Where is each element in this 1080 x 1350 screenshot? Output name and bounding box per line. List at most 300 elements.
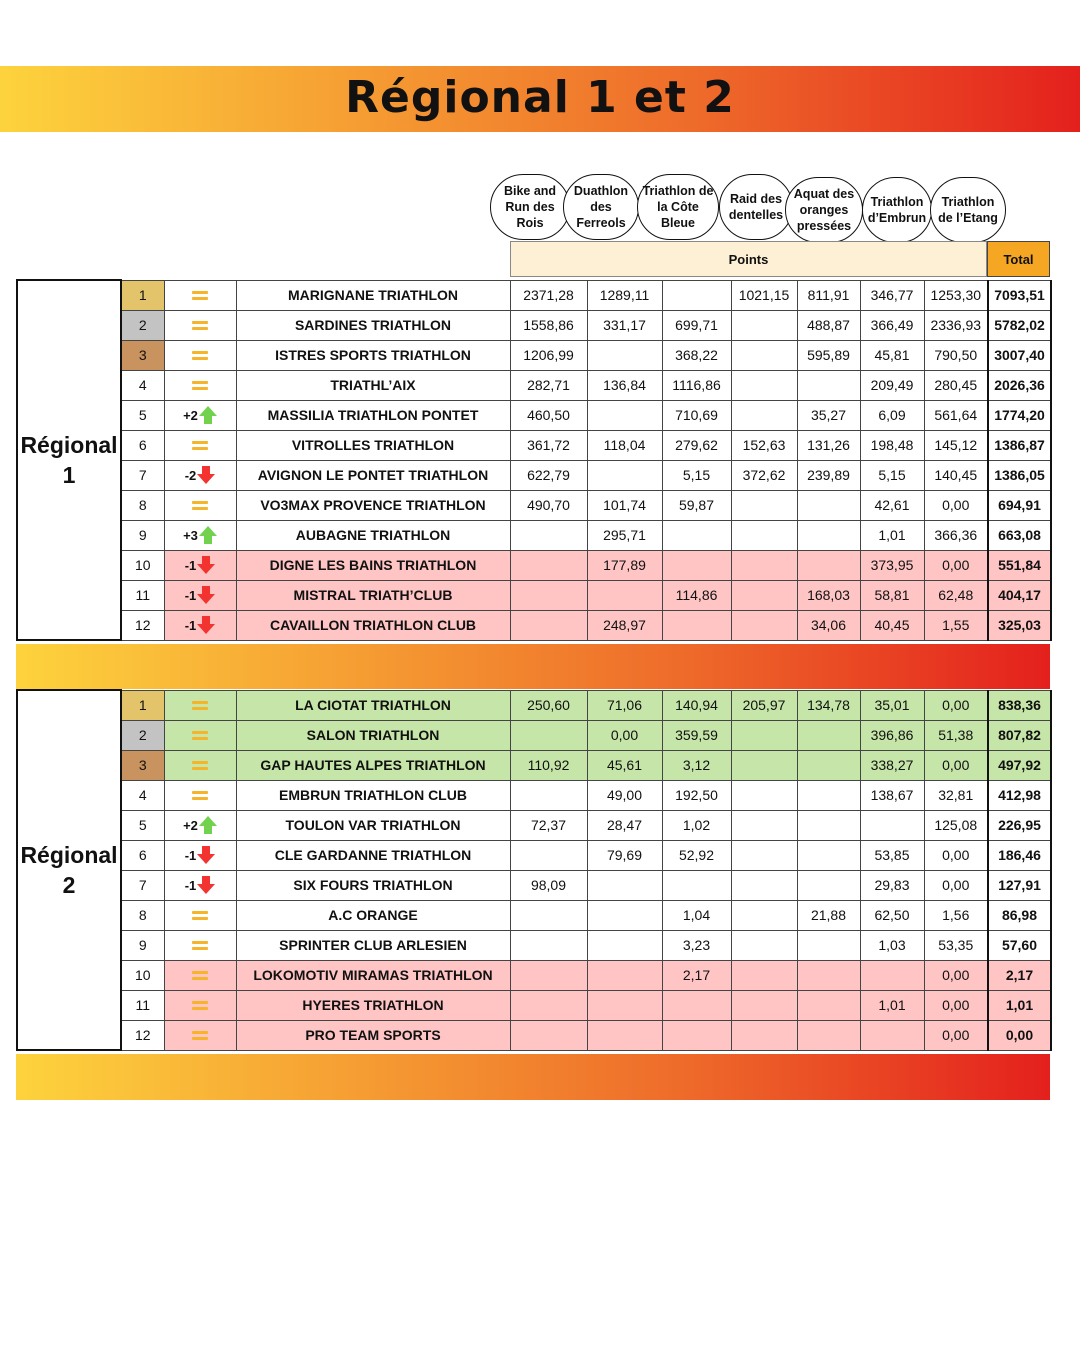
score-cell: 32,81 [924, 780, 988, 810]
score-cell: 239,89 [797, 460, 860, 490]
total-cell: 663,08 [988, 520, 1051, 550]
score-cell [797, 930, 860, 960]
table-row [17, 370, 1051, 400]
team-name: TOULON VAR TRIATHLON [236, 810, 510, 840]
rank-cell: 3 [121, 750, 164, 780]
trend-cell [164, 400, 236, 430]
equal-icon [192, 941, 208, 950]
score-cell [731, 780, 797, 810]
score-cell: 101,74 [587, 490, 662, 520]
score-cell [587, 870, 662, 900]
score-cell: 346,77 [860, 280, 924, 310]
score-cell [860, 960, 924, 990]
equal-icon [192, 351, 208, 360]
score-cell: 45,61 [587, 750, 662, 780]
event-header: Bike and Run des Rois [490, 174, 570, 240]
arrow-down-icon [197, 876, 215, 894]
rank-cell: 11 [121, 580, 164, 610]
total-cell: 1386,87 [988, 430, 1051, 460]
rank-cell: 1 [121, 280, 164, 310]
score-cell: 488,87 [797, 310, 860, 340]
score-cell: 45,81 [860, 340, 924, 370]
trend-cell [164, 310, 236, 340]
score-cell: 62,50 [860, 900, 924, 930]
rank-cell: 4 [121, 780, 164, 810]
table-row [17, 1020, 1051, 1050]
score-cell: 6,09 [860, 400, 924, 430]
score-cell: 0,00 [924, 1020, 988, 1050]
rank-cell: 8 [121, 490, 164, 520]
trend-cell [164, 490, 236, 520]
team-name: LOKOMOTIV MIRAMAS TRIATHLON [236, 960, 510, 990]
total-cell: 1,01 [988, 990, 1051, 1020]
score-cell: 710,69 [662, 400, 731, 430]
score-cell [731, 900, 797, 930]
trend-cell [164, 580, 236, 610]
team-name: A.C ORANGE [236, 900, 510, 930]
score-cell [860, 1020, 924, 1050]
total-cell: 0,00 [988, 1020, 1051, 1050]
score-cell: 53,35 [924, 930, 988, 960]
score-cell: 29,83 [860, 870, 924, 900]
score-cell: 2371,28 [510, 280, 587, 310]
score-cell [797, 720, 860, 750]
score-cell: 58,81 [860, 580, 924, 610]
rank-change: +3 [183, 527, 198, 543]
team-name: VO3MAX PROVENCE TRIATHLON [236, 490, 510, 520]
score-cell [510, 520, 587, 550]
score-cell [731, 750, 797, 780]
trend-cell [164, 840, 236, 870]
trend-cell [164, 720, 236, 750]
score-cell: 5,15 [860, 460, 924, 490]
trend-cell [164, 810, 236, 840]
table-row [17, 810, 1051, 840]
regional-1-table [16, 279, 1052, 641]
trend-cell [164, 690, 236, 720]
arrow-down-icon [197, 616, 215, 634]
score-cell: 561,64 [924, 400, 988, 430]
score-cell [731, 520, 797, 550]
score-cell: 136,84 [587, 370, 662, 400]
page-title: Régional 1 et 2 [345, 72, 735, 123]
rank-cell: 7 [121, 870, 164, 900]
score-cell [510, 900, 587, 930]
rank-change: -1 [184, 587, 197, 603]
score-cell [587, 900, 662, 930]
trend-cell [164, 930, 236, 960]
total-cell: 7093,51 [988, 280, 1051, 310]
rank-cell: 9 [121, 930, 164, 960]
rank-change: +2 [183, 407, 198, 423]
team-name: SPRINTER CLUB ARLESIEN [236, 930, 510, 960]
rank-change: -1 [184, 877, 197, 893]
rank-cell: 1 [121, 690, 164, 720]
rank-change: -1 [184, 617, 197, 633]
score-cell: 52,92 [662, 840, 731, 870]
team-name: TRIATHL’AIX [236, 370, 510, 400]
score-cell: 0,00 [924, 870, 988, 900]
score-cell [662, 610, 731, 640]
score-cell: 338,27 [860, 750, 924, 780]
total-cell: 2026,36 [988, 370, 1051, 400]
rank-cell: 6 [121, 840, 164, 870]
score-cell [797, 990, 860, 1020]
score-cell: 5,15 [662, 460, 731, 490]
table-row [17, 520, 1051, 550]
score-cell [510, 610, 587, 640]
arrow-down-icon [197, 556, 215, 574]
score-cell: 366,49 [860, 310, 924, 340]
score-cell [731, 610, 797, 640]
score-cell: 35,27 [797, 400, 860, 430]
score-cell: 248,97 [587, 610, 662, 640]
score-cell: 198,48 [860, 430, 924, 460]
score-cell: 1,03 [860, 930, 924, 960]
score-cell: 331,17 [587, 310, 662, 340]
team-name: AUBAGNE TRIATHLON [236, 520, 510, 550]
score-cell [587, 1020, 662, 1050]
equal-icon [192, 501, 208, 510]
team-name: CLE GARDANNE TRIATHLON [236, 840, 510, 870]
score-cell: 21,88 [797, 900, 860, 930]
score-cell [797, 810, 860, 840]
score-cell: 0,00 [924, 840, 988, 870]
event-header: Triathlon d’Embrun [862, 177, 932, 243]
table-row [17, 460, 1051, 490]
score-cell [587, 580, 662, 610]
score-cell: 35,01 [860, 690, 924, 720]
trend-cell [164, 780, 236, 810]
score-cell: 699,71 [662, 310, 731, 340]
trend-cell [164, 900, 236, 930]
score-cell [587, 400, 662, 430]
score-cell [731, 960, 797, 990]
rank-change: -1 [184, 847, 197, 863]
score-cell: 71,06 [587, 690, 662, 720]
score-cell [797, 840, 860, 870]
score-cell: 205,97 [731, 690, 797, 720]
total-cell: 226,95 [988, 810, 1051, 840]
score-cell: 282,71 [510, 370, 587, 400]
score-cell [797, 750, 860, 780]
equal-icon [192, 1001, 208, 1010]
total-cell: 551,84 [988, 550, 1051, 580]
score-cell [860, 810, 924, 840]
trend-cell [164, 610, 236, 640]
score-cell: 192,50 [662, 780, 731, 810]
rank-cell: 12 [121, 610, 164, 640]
score-cell: 460,50 [510, 400, 587, 430]
score-cell [731, 870, 797, 900]
separator-bar [16, 644, 1050, 689]
score-cell: 34,06 [797, 610, 860, 640]
trend-cell [164, 1020, 236, 1050]
equal-icon [192, 291, 208, 300]
table-row [17, 720, 1051, 750]
score-cell: 1021,15 [731, 280, 797, 310]
score-cell: 138,67 [860, 780, 924, 810]
team-name: DIGNE LES BAINS TRIATHLON [236, 550, 510, 580]
score-cell [731, 720, 797, 750]
rank-cell: 2 [121, 310, 164, 340]
score-cell: 368,22 [662, 340, 731, 370]
equal-icon [192, 441, 208, 450]
score-cell [510, 930, 587, 960]
score-cell [510, 720, 587, 750]
table-row [17, 750, 1051, 780]
score-cell: 168,03 [797, 580, 860, 610]
score-cell [510, 840, 587, 870]
score-cell [587, 930, 662, 960]
team-name: EMBRUN TRIATHLON CLUB [236, 780, 510, 810]
team-name: LA CIOTAT TRIATHLON [236, 690, 510, 720]
score-cell: 2336,93 [924, 310, 988, 340]
score-cell: 53,85 [860, 840, 924, 870]
score-cell: 49,00 [587, 780, 662, 810]
rank-cell: 5 [121, 810, 164, 840]
score-cell [797, 550, 860, 580]
total-cell: 1774,20 [988, 400, 1051, 430]
score-cell: 42,61 [860, 490, 924, 520]
score-cell: 152,63 [731, 430, 797, 460]
score-cell [510, 960, 587, 990]
score-cell: 62,48 [924, 580, 988, 610]
score-cell: 1289,11 [587, 280, 662, 310]
total-cell: 57,60 [988, 930, 1051, 960]
score-cell: 2,17 [662, 960, 731, 990]
event-header: Triathlon de la Côte Bleue [637, 174, 719, 240]
equal-icon [192, 1031, 208, 1040]
score-cell [510, 780, 587, 810]
score-cell [662, 870, 731, 900]
score-cell: 295,71 [587, 520, 662, 550]
equal-icon [192, 761, 208, 770]
score-cell [797, 780, 860, 810]
score-cell: 0,00 [924, 750, 988, 780]
score-cell: 790,50 [924, 340, 988, 370]
table-row [17, 990, 1051, 1020]
team-name: SARDINES TRIATHLON [236, 310, 510, 340]
event-header: Duathlon des Ferreols [563, 174, 639, 240]
score-cell: 3,23 [662, 930, 731, 960]
table-row [17, 550, 1051, 580]
score-cell: 595,89 [797, 340, 860, 370]
score-cell [731, 340, 797, 370]
team-name: GAP HAUTES ALPES TRIATHLON [236, 750, 510, 780]
rank-cell: 11 [121, 990, 164, 1020]
table-row [17, 690, 1051, 720]
score-cell [731, 1020, 797, 1050]
score-cell: 118,04 [587, 430, 662, 460]
total-cell: 325,03 [988, 610, 1051, 640]
score-cell: 114,86 [662, 580, 731, 610]
score-cell [731, 310, 797, 340]
event-header: Aquat des oranges pressées [785, 177, 863, 243]
score-cell [662, 280, 731, 310]
score-cell [510, 580, 587, 610]
rank-change: -1 [184, 557, 197, 573]
team-name: VITROLLES TRIATHLON [236, 430, 510, 460]
arrow-down-icon [197, 846, 215, 864]
score-cell [731, 990, 797, 1020]
score-cell: 125,08 [924, 810, 988, 840]
total-cell: 497,92 [988, 750, 1051, 780]
footer-bar [16, 1054, 1050, 1100]
regional-2-table [16, 689, 1052, 1051]
score-cell: 1,04 [662, 900, 731, 930]
score-cell [510, 990, 587, 1020]
score-cell: 3,12 [662, 750, 731, 780]
rank-cell: 6 [121, 430, 164, 460]
table-row [17, 870, 1051, 900]
team-name: CAVAILLON TRIATHLON CLUB [236, 610, 510, 640]
trend-cell [164, 750, 236, 780]
score-cell: 1,01 [860, 990, 924, 1020]
table-row [17, 310, 1051, 340]
score-cell: 59,87 [662, 490, 731, 520]
team-name: HYERES TRIATHLON [236, 990, 510, 1020]
score-cell [587, 960, 662, 990]
trend-cell [164, 870, 236, 900]
event-header: Triathlon de l’Etang [930, 177, 1006, 243]
total-cell: 3007,40 [988, 340, 1051, 370]
rank-cell: 4 [121, 370, 164, 400]
equal-icon [192, 971, 208, 980]
table-row [17, 960, 1051, 990]
score-cell [797, 490, 860, 520]
team-name: SALON TRIATHLON [236, 720, 510, 750]
score-cell: 140,94 [662, 690, 731, 720]
total-cell: 807,82 [988, 720, 1051, 750]
rank-change: -2 [184, 467, 197, 483]
total-cell: 412,98 [988, 780, 1051, 810]
score-cell [662, 550, 731, 580]
trend-cell [164, 520, 236, 550]
trend-cell [164, 280, 236, 310]
table-row [17, 900, 1051, 930]
score-cell: 0,00 [924, 550, 988, 580]
score-cell: 79,69 [587, 840, 662, 870]
total-cell: 5782,02 [988, 310, 1051, 340]
equal-icon [192, 701, 208, 710]
score-cell [587, 990, 662, 1020]
arrow-down-icon [197, 586, 215, 604]
score-cell: 131,26 [797, 430, 860, 460]
rank-cell: 7 [121, 460, 164, 490]
rank-cell: 10 [121, 550, 164, 580]
score-cell: 0,00 [924, 690, 988, 720]
trend-cell [164, 370, 236, 400]
score-cell [797, 1020, 860, 1050]
score-cell [662, 1020, 731, 1050]
table-row [17, 490, 1051, 520]
arrow-up-icon [199, 816, 217, 834]
table-row [17, 280, 1051, 310]
score-cell [731, 370, 797, 400]
score-cell: 280,45 [924, 370, 988, 400]
rank-change: +2 [183, 817, 198, 833]
score-cell: 177,89 [587, 550, 662, 580]
score-cell [510, 1020, 587, 1050]
score-cell: 622,79 [510, 460, 587, 490]
total-cell: 404,17 [988, 580, 1051, 610]
arrow-up-icon [199, 406, 217, 424]
total-cell: 694,91 [988, 490, 1051, 520]
score-cell: 359,59 [662, 720, 731, 750]
score-cell: 134,78 [797, 690, 860, 720]
score-cell: 98,09 [510, 870, 587, 900]
rank-cell: 10 [121, 960, 164, 990]
total-cell: 838,36 [988, 690, 1051, 720]
rank-cell: 3 [121, 340, 164, 370]
score-cell [731, 930, 797, 960]
trend-cell [164, 430, 236, 460]
team-name: MASSILIA TRIATHLON PONTET [236, 400, 510, 430]
score-cell: 140,45 [924, 460, 988, 490]
total-cell: 127,91 [988, 870, 1051, 900]
score-cell: 1,55 [924, 610, 988, 640]
score-cell: 209,49 [860, 370, 924, 400]
score-cell [731, 840, 797, 870]
score-cell: 372,62 [731, 460, 797, 490]
score-cell [587, 460, 662, 490]
score-cell: 250,60 [510, 690, 587, 720]
score-cell: 72,37 [510, 810, 587, 840]
score-cell: 396,86 [860, 720, 924, 750]
group-label: Régional 2 [17, 690, 121, 1050]
score-cell: 1206,99 [510, 340, 587, 370]
equal-icon [192, 381, 208, 390]
total-cell: 86,98 [988, 900, 1051, 930]
total-cell: 2,17 [988, 960, 1051, 990]
score-cell: 0,00 [587, 720, 662, 750]
equal-icon [192, 731, 208, 740]
score-cell: 490,70 [510, 490, 587, 520]
total-cell: 186,46 [988, 840, 1051, 870]
score-cell: 0,00 [924, 490, 988, 520]
score-cell: 1558,86 [510, 310, 587, 340]
score-cell: 40,45 [860, 610, 924, 640]
team-name: MARIGNANE TRIATHLON [236, 280, 510, 310]
equal-icon [192, 321, 208, 330]
table-row [17, 840, 1051, 870]
score-cell [662, 520, 731, 550]
equal-icon [192, 911, 208, 920]
team-name: PRO TEAM SPORTS [236, 1020, 510, 1050]
rank-cell: 9 [121, 520, 164, 550]
rank-cell: 12 [121, 1020, 164, 1050]
team-name: MISTRAL TRIATH’CLUB [236, 580, 510, 610]
team-name: SIX FOURS TRIATHLON [236, 870, 510, 900]
score-cell [731, 550, 797, 580]
table-row [17, 780, 1051, 810]
score-cell: 1,56 [924, 900, 988, 930]
score-cell [587, 340, 662, 370]
score-cell [510, 550, 587, 580]
rank-cell: 2 [121, 720, 164, 750]
score-cell: 0,00 [924, 960, 988, 990]
score-cell [797, 520, 860, 550]
score-cell: 51,38 [924, 720, 988, 750]
score-cell: 1116,86 [662, 370, 731, 400]
score-cell [731, 580, 797, 610]
group-label: Régional 1 [17, 280, 121, 640]
score-cell: 110,92 [510, 750, 587, 780]
arrow-up-icon [199, 526, 217, 544]
trend-cell [164, 340, 236, 370]
score-cell [731, 400, 797, 430]
